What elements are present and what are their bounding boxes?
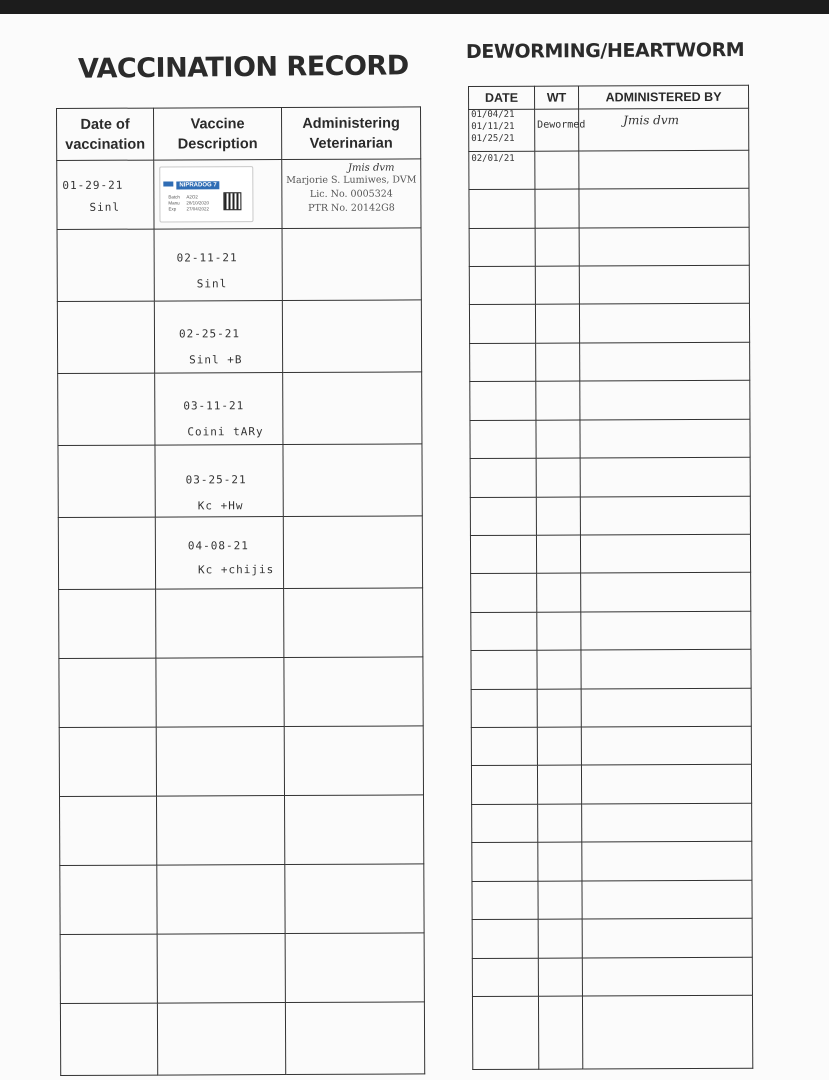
administered-by-cell [580,419,750,458]
administered-by-cell [580,381,750,420]
vet-cell [282,300,421,373]
table-row [472,995,752,1069]
brand-logo-icon [163,181,173,186]
deworm-date: 01/04/21 [471,110,515,121]
vet-cell [285,864,424,934]
date-cell [472,842,538,881]
table-row [472,918,752,958]
date-cell [472,881,538,920]
administered-by-cell [581,649,751,688]
description-cell [157,865,285,935]
date-cell [57,160,154,229]
wt-cell [535,109,586,151]
date-line-2: Sinl [89,200,120,214]
sticker-label: Batch [168,194,180,200]
description-cell [156,658,284,728]
vaccination-table [56,106,425,1076]
date-cell [470,343,536,382]
table-row [470,342,750,382]
table-row [470,534,750,574]
administered-by-cell [580,457,750,496]
wt-cell [537,765,581,804]
description-line-1: 02-25-21 [178,327,240,341]
date-cell [471,766,537,805]
wt-cell [536,381,580,420]
vet-stamp [282,163,420,216]
table-row [58,516,422,590]
table-row [472,842,752,882]
table-row [57,159,421,230]
table-row [469,109,749,152]
wt-cell [535,228,579,267]
wt-cell [537,612,581,651]
date-of-vaccination-header: Date of vaccination [57,108,154,160]
description-line-1: 03-25-21 [185,473,247,487]
date-line-1: 01-29-21 [62,178,124,192]
table-row [471,573,751,613]
description-cell [154,229,282,302]
date-cell [472,804,538,843]
description-line-2: Coini tARy [187,425,264,439]
deworming-heartworm-title: DEWORMING/HEARTWORM [465,39,745,63]
description-cell [155,517,283,590]
date-cell [469,266,535,305]
table-row [60,1002,424,1076]
description-cell [157,1003,285,1076]
administered-by-cell [579,265,749,304]
table-row [59,588,423,659]
date-cell [58,517,155,589]
date-cell [60,934,157,1003]
description-line-1: 04-08-21 [187,539,249,553]
administered-by-cell [579,150,749,189]
vet-cell [283,372,422,445]
wt-cell [536,458,580,497]
date-cell [59,589,156,658]
vet-ptr: PTR No. 20142G8 [308,202,395,214]
wt-cell [538,881,582,920]
administered-by-cell [579,188,749,227]
table-row [471,765,751,805]
description-cell [157,934,285,1004]
administered-by-cell [579,227,749,266]
administered-by-cell [582,918,752,957]
description-cell [154,301,282,374]
administered-by-header: ADMINISTERED BY [579,85,749,109]
administered-by-cell [581,726,751,765]
vet-cell [285,1002,424,1075]
sticker-value: A2O2 [186,194,198,200]
description-line-1: 02-11-21 [176,251,238,265]
date-cell [471,574,537,613]
description-line-2: Sinl [196,277,228,291]
date-cell [58,373,155,445]
description-line-1: 03-11-21 [183,399,245,413]
date-cell [60,796,157,865]
scan-edge [0,0,829,14]
qr-code-icon [224,193,240,209]
table-row [59,726,423,797]
vaccine-sticker [159,166,253,222]
deworming-table [468,85,753,1070]
vet-cell [284,657,423,727]
table-row [472,880,752,920]
description-cell [156,727,284,797]
administering-veterinarian-header: Administering Veterinarian [282,107,421,160]
vet-signature: Jmis dvm [347,162,395,174]
administered-by-cell [582,842,752,881]
vet-cell [285,795,424,865]
wt-cell [538,958,582,997]
wt-cell [538,842,582,881]
vet-cell [283,516,422,589]
date-cell [470,535,536,574]
table-row [57,300,421,374]
date-cell [57,301,154,373]
wt-cell [536,535,580,574]
sticker-brand: NIPRADOG 7 [176,181,219,189]
sticker-label: Manu [168,200,180,206]
table-row [60,795,424,866]
table-row [57,228,421,302]
wt-cell [538,804,582,843]
administered-by-cell [581,573,751,612]
wt-cell [538,996,582,1069]
sticker-value: 27/04/2022 [186,206,209,212]
date-cell [472,958,538,997]
wt-cell [537,689,581,728]
date-cell [472,919,538,958]
date-cell [469,109,535,151]
date-cell [469,151,535,190]
date-header: DATE [469,86,535,110]
administered-by-cell [580,342,750,381]
wt-cell [538,919,582,958]
date-cell [470,420,536,459]
date-cell [471,612,537,651]
administered-by-cell [582,995,752,1069]
description-line-2: Sinl +B [189,353,243,367]
table-row [471,649,751,689]
wt-cell [536,497,580,536]
wt-cell [536,343,580,382]
wt-cell [535,266,579,305]
wt-cell [535,151,579,190]
deworm-date: 01/11/21 [471,122,515,133]
administered-by-cell [582,803,752,842]
sticker-label: Exp [168,206,177,212]
table-row [471,611,751,651]
table-row [470,496,750,536]
description-cell [155,445,283,518]
deworm-signature: Jmis dvm [623,113,680,128]
table-row [469,227,749,267]
date-cell [472,996,538,1069]
table-row [470,419,750,459]
date-cell [471,727,537,766]
date-cell [60,865,157,934]
date-cell [470,497,536,536]
vaccine-description-header: Vaccine Description [154,108,282,161]
wt-cell [537,727,581,766]
table-row [472,957,752,997]
date-cell [471,650,537,689]
description-cell [155,373,283,446]
description-cell [154,160,282,230]
administered-by-cell [580,496,750,535]
administered-by-cell [579,304,749,343]
vet-cell [284,588,423,658]
administered-by-cell [579,109,749,151]
table-row [469,265,749,305]
description-cell [156,589,284,659]
date-cell [57,229,154,301]
vet-cell [285,933,424,1003]
wt-cell [537,650,581,689]
table-row [472,803,752,843]
sticker-value: 28/10/2020 [186,200,209,206]
table-row [471,726,751,766]
administered-by-cell [581,611,751,650]
table-row [58,372,422,446]
date-cell [59,727,156,796]
date-cell [469,189,535,228]
administered-by-cell [580,534,750,573]
date-cell [60,1003,157,1075]
administered-by-cell [582,880,752,919]
table-row [470,381,750,421]
deworm-date: 02/01/21 [471,153,515,164]
table-row [470,457,750,497]
description-cell [157,796,285,866]
table-row [60,933,424,1004]
date-cell [471,689,537,728]
table-row [469,188,749,228]
vet-cell [284,726,423,796]
vet-name: Marjorie S. Lumiwes, DVM [286,174,417,186]
vaccination-record-title: VACCINATION RECORD [77,50,409,85]
date-cell [470,381,536,420]
wt-header: WT [535,86,579,109]
table-row [59,657,423,728]
description-line-2: Kc +chijis [197,563,275,577]
vet-cell [283,444,422,517]
date-cell [58,445,155,517]
table-row [469,150,749,190]
administered-by-cell [582,957,752,996]
date-cell [470,458,536,497]
administered-by-cell [581,688,751,727]
administered-by-cell [581,765,751,804]
wt-cell [537,573,581,612]
table-row [471,688,751,728]
wt-cell [535,304,579,343]
deworm-date: 01/25/21 [471,134,515,145]
description-line-2: Kc +Hw [197,499,244,513]
wt-cell [536,420,580,459]
table-row [60,864,424,935]
date-cell [59,658,156,727]
vet-license: Lic. No. 0005324 [309,188,393,200]
vet-cell [282,159,421,229]
dewormed-note: Dewormed [537,119,586,131]
vet-cell [282,228,421,301]
wt-cell [535,189,579,228]
table-row [58,444,422,518]
date-cell [469,228,535,267]
table-row [469,304,749,344]
date-cell [469,305,535,344]
